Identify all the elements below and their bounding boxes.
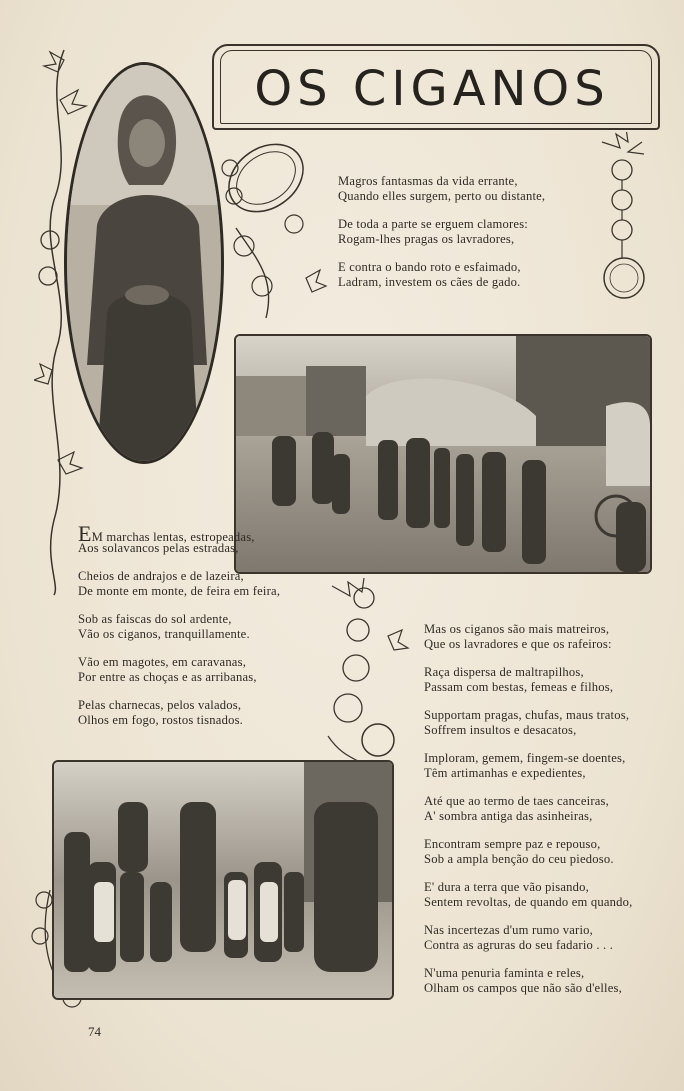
stanza	[424, 794, 633, 824]
verse-line-first	[78, 521, 280, 546]
verse-line: Passam com bestas, femeas e filhos,	[424, 680, 614, 694]
verse-line: E' dura a terra que vão pisando,	[424, 880, 589, 894]
verse-line: Soffrem insultos e desacatos,	[424, 723, 577, 737]
gypsy-children-photo	[52, 760, 394, 1000]
verse-line: Raça dispersa de maltrapilhos,	[424, 665, 584, 679]
verse-line: Encontram sempre paz e repouso,	[424, 837, 601, 851]
verse-line: Rogam-lhes pragas os lavradores,	[338, 232, 515, 246]
tambourine-ornament	[216, 128, 328, 328]
verse-line: Imploram, gemem, fingem-se doentes,	[424, 751, 626, 765]
verse-line: Sentem revoltas, de quando em quando,	[424, 895, 633, 909]
stanza	[424, 751, 633, 781]
poem-left	[78, 521, 281, 741]
coin-ornament-middle	[318, 576, 414, 766]
verse-line: Vão os ciganos, tranquillamente.	[78, 627, 250, 641]
stanza	[424, 966, 633, 996]
verse-line: Mas os ciganos são mais matreiros,	[424, 622, 610, 636]
stanza	[338, 260, 545, 290]
coin-ornament-right	[582, 132, 666, 302]
stanza	[424, 880, 633, 910]
verse-line: E contra o bando roto e esfaimado,	[338, 260, 521, 274]
stanza	[78, 569, 280, 599]
stanza	[424, 708, 633, 738]
drop-cap: E	[78, 521, 92, 546]
verse-line: Supportam pragas, chufas, maus tratos,	[424, 708, 630, 722]
stanza	[78, 698, 280, 728]
stanza	[78, 612, 280, 642]
verse-line: Pelas charnecas, pelos valados,	[78, 698, 242, 712]
stanza	[338, 174, 545, 204]
verse-line: Magros fantasmas da vida errante,	[338, 174, 518, 188]
verse-line: Aos solavancos pelas estradas,	[78, 541, 239, 555]
caravan-group-photo	[234, 334, 652, 574]
stanza	[424, 923, 633, 953]
portrait-old-woman-photo	[64, 62, 224, 464]
verse-line: Contra as agruras do seu fadario . . .	[424, 938, 614, 952]
verse-line: Olhos em fogo, rostos tisnados.	[78, 713, 244, 727]
stanza	[424, 837, 633, 867]
page-title: OS CIGANOS	[254, 61, 610, 117]
verse-line: Até que ao termo de taes canceiras,	[424, 794, 609, 808]
verse-line: Vão em magotes, em caravanas,	[78, 655, 247, 669]
verse-line: A' sombra antiga das asinheiras,	[424, 809, 593, 823]
verse-line: Sob a ampla benção do ceu piedoso.	[424, 852, 614, 866]
verse-line: Ladram, investem os cães de gado.	[338, 275, 521, 289]
stanza	[338, 217, 545, 247]
verse-line-text: M marchas lentas, estropeadas,	[91, 530, 255, 544]
page-number: 74	[88, 1024, 101, 1039]
verse-line: Nas incertezas d'um rumo vario,	[424, 923, 593, 937]
verse-line: Que os lavradores e que os rafeiros:	[424, 637, 612, 651]
poem-top	[338, 174, 545, 303]
verse-line: Olham os campos que não são d'elles,	[424, 981, 622, 995]
verse-line: Têm artimanhas e expedientes,	[424, 766, 586, 780]
verse-line: Quando elles surgem, perto ou distante,	[338, 189, 546, 203]
stanza	[78, 521, 280, 556]
verse-line: De monte em monte, de feira em feira,	[78, 584, 281, 598]
verse-line: Cheios de andrajos e de lazeira,	[78, 569, 244, 583]
poem-right	[424, 622, 633, 1009]
stanza	[424, 665, 633, 695]
stanza	[78, 655, 280, 685]
verse-line: De toda a parte se erguem clamores:	[338, 217, 528, 231]
verse-line: Por entre as choças e as arribanas,	[78, 670, 257, 684]
stanza	[424, 622, 633, 652]
verse-line: Sob as faiscas do sol ardente,	[78, 612, 232, 626]
verse-line: N'uma penuria faminta e reles,	[424, 966, 585, 980]
